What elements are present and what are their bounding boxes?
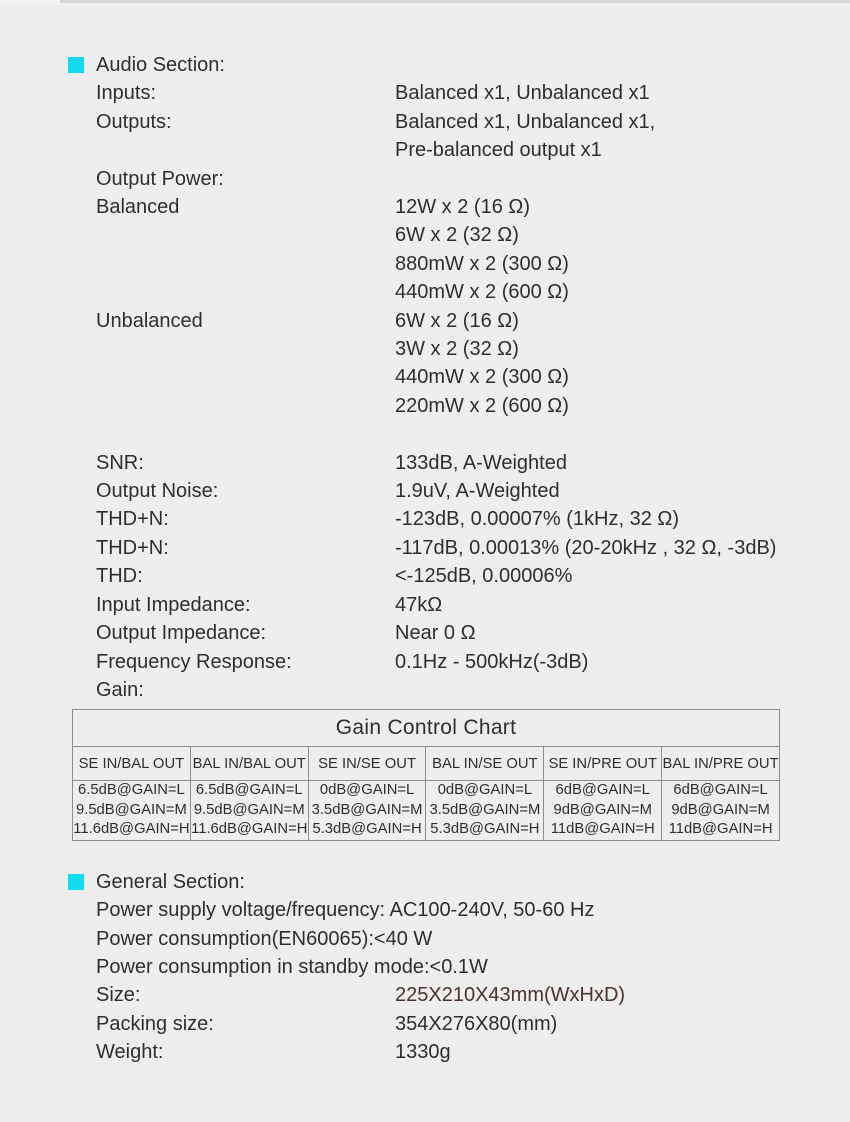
- gain-value-mid: 9dB@GAIN=M: [553, 801, 652, 818]
- general-lines: [0, 896, 850, 981]
- spec-value: 354X276X80(mm): [395, 1012, 558, 1035]
- spec-value: 1.9uV, A-Weighted: [395, 480, 560, 503]
- gain-value-low: 6.5dB@GAIN=L: [78, 782, 185, 799]
- spec-value: 225X210X43mm(WxHxD): [395, 984, 626, 1007]
- general-line-row: [96, 925, 850, 953]
- general-line-row: [96, 896, 850, 924]
- spec-row: [96, 165, 850, 193]
- spec-row: [96, 1038, 850, 1066]
- gain-value-low: 6dB@GAIN=L: [673, 782, 768, 799]
- gain-value-mid: 3.5dB@GAIN=M: [429, 801, 541, 818]
- spec-row: [96, 278, 850, 306]
- spec-value: 3W x 2 (32 Ω): [395, 338, 519, 361]
- general-rows: [0, 981, 850, 1066]
- spec-row: [96, 193, 850, 221]
- spec-value: Balanced x1, Unbalanced x1: [395, 82, 650, 105]
- gain-value-high: 11.6dB@GAIN=H: [191, 821, 308, 838]
- spec-row: [96, 307, 850, 335]
- spec-label: [96, 250, 395, 278]
- spec-label: [96, 335, 395, 363]
- spec-value: 440mW x 2 (300 Ω): [395, 366, 569, 389]
- gain-value-high: 11dB@GAIN=H: [668, 821, 773, 838]
- audio-section-header: [68, 51, 850, 79]
- gain-chart-column-header: SE IN/PRE OUT: [544, 747, 662, 781]
- gain-chart-cell: [544, 781, 662, 841]
- cyan-square-bullet-icon: [68, 874, 84, 890]
- spec-label: Output Power:: [96, 167, 224, 190]
- gain-chart-header-row: [73, 747, 780, 781]
- spec-label: Outputs:: [96, 110, 172, 133]
- general-section-title: General Section:: [96, 870, 245, 893]
- gain-value-high: 11.6dB@GAIN=H: [73, 821, 190, 838]
- spec-label: Input Impedance:: [96, 593, 251, 616]
- gain-chart-cell: [190, 781, 308, 841]
- general-line: Power consumption in standby mode:<0.1W: [96, 956, 488, 979]
- spec-row: [96, 335, 850, 363]
- spec-label: Frequency Response:: [96, 650, 292, 673]
- spec-value: 1330g: [395, 1041, 451, 1064]
- spec-label: Inputs:: [96, 82, 157, 105]
- gain-chart-column-header: SE IN/SE OUT: [308, 747, 426, 781]
- spec-value: 6W x 2 (32 Ω): [395, 224, 519, 247]
- spec-row: [96, 534, 850, 562]
- spec-row: [96, 392, 850, 420]
- spec-row: [96, 676, 850, 704]
- spec-label: Packing size:: [96, 1012, 214, 1035]
- gain-chart-title-row: [73, 710, 780, 747]
- general-line: Power consumption(EN60065):<40 W: [96, 927, 433, 950]
- spec-value: -123dB, 0.00007% (1kHz, 32 Ω): [395, 508, 679, 531]
- spec-value: <-125dB, 0.00006%: [395, 565, 573, 588]
- spec-value: -117dB, 0.00013% (20-20kHz , 32 Ω, -3dB): [395, 536, 777, 559]
- spec-row: [96, 136, 850, 164]
- general-line: Power supply voltage/frequency: AC100-240V, 50-60 Hz: [96, 899, 595, 922]
- spec-value: 6W x 2 (16 Ω): [395, 309, 519, 332]
- spec-label: Output Noise:: [96, 480, 219, 503]
- gain-value-low: 6dB@GAIN=L: [555, 782, 650, 799]
- spec-label: Balanced: [96, 196, 180, 219]
- gain-value-low: 6.5dB@GAIN=L: [195, 782, 303, 799]
- spec-label: [96, 278, 395, 306]
- gain-value-high: 11dB@GAIN=H: [550, 821, 655, 838]
- spec-label: THD+N:: [96, 508, 169, 531]
- spec-value: [395, 676, 850, 704]
- spec-value: 440mW x 2 (600 Ω): [395, 281, 569, 304]
- spec-row: [96, 981, 850, 1009]
- gain-chart-cell: [662, 781, 780, 841]
- spec-value: Near 0 Ω: [395, 622, 476, 645]
- spec-row: [96, 79, 850, 107]
- spec-row: [96, 250, 850, 278]
- spec-row: [96, 108, 850, 136]
- gain-chart-data-row: [73, 781, 780, 841]
- gain-value-mid: 3.5dB@GAIN=M: [311, 801, 423, 818]
- spec-row: [96, 591, 850, 619]
- spec-row: [96, 1010, 850, 1038]
- spec-row: [96, 221, 850, 249]
- gain-chart-column-header: BAL IN/PRE OUT: [662, 747, 780, 781]
- cyan-square-bullet-icon: [68, 57, 84, 73]
- spec-row: [96, 619, 850, 647]
- spec-row: [96, 562, 850, 590]
- spec-row: [96, 477, 850, 505]
- gain-control-chart-table: [72, 709, 780, 841]
- gain-chart-column-header: BAL IN/BAL OUT: [190, 747, 308, 781]
- spec-label: Gain:: [96, 678, 144, 701]
- gain-value-low: 0dB@GAIN=L: [319, 782, 415, 799]
- spec-label: Weight:: [96, 1041, 164, 1064]
- general-section-header: [68, 868, 850, 896]
- spec-row: [96, 648, 850, 676]
- spec-label: [96, 392, 395, 420]
- spec-label: Size:: [96, 984, 141, 1007]
- spec-value: Pre-balanced output x1: [395, 139, 602, 162]
- spec-value: 0.1Hz - 500kHz(-3dB): [395, 650, 589, 673]
- spec-value: 12W x 2 (16 Ω): [395, 196, 530, 219]
- gain-value-high: 5.3dB@GAIN=H: [312, 821, 422, 838]
- gain-value-low: 0dB@GAIN=L: [437, 782, 533, 799]
- spec-row: [96, 505, 850, 533]
- spec-value: 880mW x 2 (300 Ω): [395, 252, 569, 275]
- spec-row: [96, 363, 850, 391]
- spec-label: THD+N:: [96, 536, 169, 559]
- gain-chart-column-header: BAL IN/SE OUT: [426, 747, 544, 781]
- gain-value-high: 5.3dB@GAIN=H: [430, 821, 540, 838]
- spec-label: THD:: [96, 565, 143, 588]
- spec-value: 133dB, A-Weighted: [395, 451, 567, 474]
- audio-spec-rows: [0, 449, 850, 705]
- gain-chart-cell: [73, 781, 191, 841]
- general-line-row: [96, 953, 850, 981]
- spec-label: SNR:: [96, 451, 144, 474]
- audio-section-title: Audio Section:: [96, 54, 225, 76]
- gain-value-mid: 9.5dB@GAIN=M: [193, 801, 305, 818]
- audio-power-rows: [0, 79, 850, 420]
- spec-label: [96, 221, 395, 249]
- blank-line: [0, 420, 850, 448]
- gain-value-mid: 9dB@GAIN=M: [671, 801, 770, 818]
- spec-row: [96, 449, 850, 477]
- spec-value: 220mW x 2 (600 Ω): [395, 394, 569, 417]
- gain-value-mid: 9.5dB@GAIN=M: [75, 801, 187, 818]
- spec-value: Balanced x1, Unbalanced x1,: [395, 110, 656, 133]
- spec-label: [96, 363, 395, 391]
- spec-label: [96, 136, 395, 164]
- top-edge-artifact: [60, 0, 850, 3]
- spec-value: 47kΩ: [395, 593, 443, 616]
- spec-value: [395, 165, 850, 193]
- spec-label: Unbalanced: [96, 309, 203, 332]
- gain-chart-title: Gain Control Chart: [73, 710, 780, 747]
- top-edge-artifact-left: [0, 0, 60, 4]
- gain-chart-cell: [308, 781, 426, 841]
- gain-chart-column-header: SE IN/BAL OUT: [73, 747, 191, 781]
- spec-label: Output Impedance:: [96, 622, 267, 645]
- gain-chart-cell: [426, 781, 544, 841]
